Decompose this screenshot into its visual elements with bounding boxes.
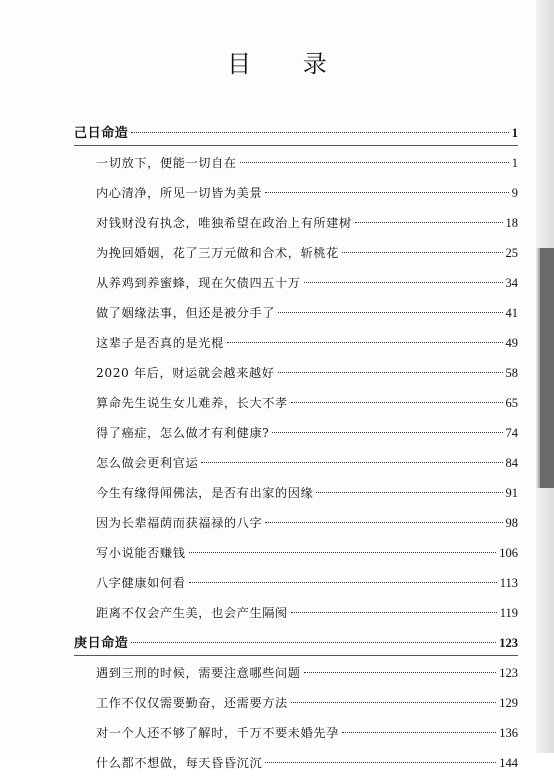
toc-page-number: 74 <box>505 426 518 440</box>
table-of-contents <box>74 118 518 778</box>
toc-dot-leader <box>355 222 503 223</box>
toc-entry-title: 对一个人还不够了解时，千万不要未婚先孕 <box>96 726 339 740</box>
toc-entry <box>74 238 518 268</box>
toc-entry-title: 这辈子是否真的是光棍 <box>96 336 224 350</box>
toc-entry <box>74 358 518 388</box>
toc-page-number: 123 <box>499 636 518 650</box>
toc-dot-leader <box>342 732 496 733</box>
toc-dot-leader <box>265 192 509 193</box>
toc-entry-title: 遇到三刑的时候，需要注意哪些问题 <box>96 666 301 680</box>
toc-dot-leader <box>291 402 503 403</box>
toc-page-number: 49 <box>505 336 518 350</box>
section-underline <box>74 145 518 146</box>
toc-dot-leader <box>201 462 502 463</box>
toc-entry-title: 做了姻缘法事，但还是被分手了 <box>96 306 276 320</box>
toc-page-number: 84 <box>505 456 518 470</box>
toc-entry-title: 写小说能否赚钱 <box>96 546 186 560</box>
toc-page-number: 136 <box>499 726 518 740</box>
toc-dot-leader <box>291 702 496 703</box>
toc-dot-leader <box>291 612 497 613</box>
toc-page-number: 65 <box>505 396 518 410</box>
toc-entry-title: 一切放下，便能一切自在 <box>96 156 237 170</box>
toc-entry <box>74 178 518 208</box>
toc-page-number: 1 <box>511 126 518 140</box>
book-thumb-tab <box>540 248 554 488</box>
toc-page-number: 98 <box>505 516 518 530</box>
toc-dot-leader <box>265 762 496 763</box>
toc-dot-leader <box>316 492 502 493</box>
toc-entry-title: 为挽回婚姻，花了三万元做和合术，斩桃花 <box>96 246 339 260</box>
toc-section-heading <box>74 118 518 148</box>
toc-entry <box>74 508 518 538</box>
toc-dot-leader <box>304 282 503 283</box>
toc-entry-title: 得了癌症，怎么做才有利健康? <box>96 426 270 440</box>
toc-entry <box>74 538 518 568</box>
toc-section-heading <box>74 628 518 658</box>
toc-page-number: 129 <box>499 696 518 710</box>
toc-dot-leader <box>240 162 509 163</box>
toc-dot-leader <box>278 312 502 313</box>
toc-page-number: 123 <box>499 666 518 680</box>
toc-page-number: 34 <box>505 276 518 290</box>
toc-entry <box>74 388 518 418</box>
toc-entry-title: 今生有缘得闻佛法，是否有出家的因缘 <box>96 486 314 500</box>
toc-entry <box>74 658 518 688</box>
toc-entry-title: 因为长辈福荫而获福禄的八字 <box>96 516 263 530</box>
toc-dot-leader <box>131 642 496 643</box>
toc-entry <box>74 598 518 628</box>
toc-entry <box>74 148 518 178</box>
toc-page-number: 119 <box>499 606 518 620</box>
toc-dot-leader <box>189 552 497 553</box>
toc-section-title: 己日命造 <box>74 126 129 141</box>
toc-entry-title: 什么都不想做，每天昏昏沉沉 <box>96 756 263 770</box>
toc-entry-title: 距离不仅会产生美，也会产生隔阂 <box>96 606 288 620</box>
toc-entry-title: 工作不仅仅需要勤奋，还需要方法 <box>96 696 288 710</box>
toc-section-title: 庚日命造 <box>74 636 129 651</box>
toc-entry <box>74 568 518 598</box>
toc-entry <box>74 298 518 328</box>
toc-entry-title: 对钱财没有执念，唯独希望在政治上有所建树 <box>96 216 352 230</box>
toc-entry-title: 八字健康如何看 <box>96 576 186 590</box>
toc-page-number: 113 <box>499 576 518 590</box>
toc-entry <box>74 268 518 298</box>
toc-dot-leader <box>227 342 503 343</box>
toc-entry-title: 内心清净，所见一切皆为美景 <box>96 186 263 200</box>
toc-entry-title: 算命先生说生女儿难养，长大不孝 <box>96 396 288 410</box>
toc-page-number: 18 <box>505 216 518 230</box>
toc-entry <box>74 328 518 358</box>
toc-entry <box>74 448 518 478</box>
toc-page-number: 58 <box>505 366 518 380</box>
toc-entry <box>74 688 518 718</box>
toc-entry <box>74 718 518 748</box>
toc-entry <box>74 418 518 448</box>
toc-page-number: 91 <box>505 486 518 500</box>
toc-entry-title: 2020 年后，财运就会越来越好 <box>96 366 275 380</box>
toc-dot-leader <box>304 672 497 673</box>
toc-entry-title: 从养鸡到养蜜蜂，现在欠债四五十万 <box>96 276 301 290</box>
toc-page-number: 1 <box>511 156 518 170</box>
page-title: 目 录 <box>227 50 349 78</box>
toc-page-number: 9 <box>511 186 518 200</box>
toc-page-number: 41 <box>505 306 518 320</box>
toc-dot-leader <box>189 582 497 583</box>
toc-page-number: 144 <box>499 756 518 770</box>
toc-dot-leader <box>131 132 508 133</box>
toc-dot-leader <box>342 252 503 253</box>
toc-entry <box>74 208 518 238</box>
toc-page-number: 106 <box>499 546 518 560</box>
toc-dot-leader <box>272 432 502 433</box>
section-underline <box>74 655 518 656</box>
toc-entry-title: 怎么做会更利官运 <box>96 456 199 470</box>
toc-dot-leader <box>278 372 503 373</box>
toc-page-number: 25 <box>505 246 518 260</box>
toc-entry <box>74 478 518 508</box>
toc-dot-leader <box>265 522 502 523</box>
